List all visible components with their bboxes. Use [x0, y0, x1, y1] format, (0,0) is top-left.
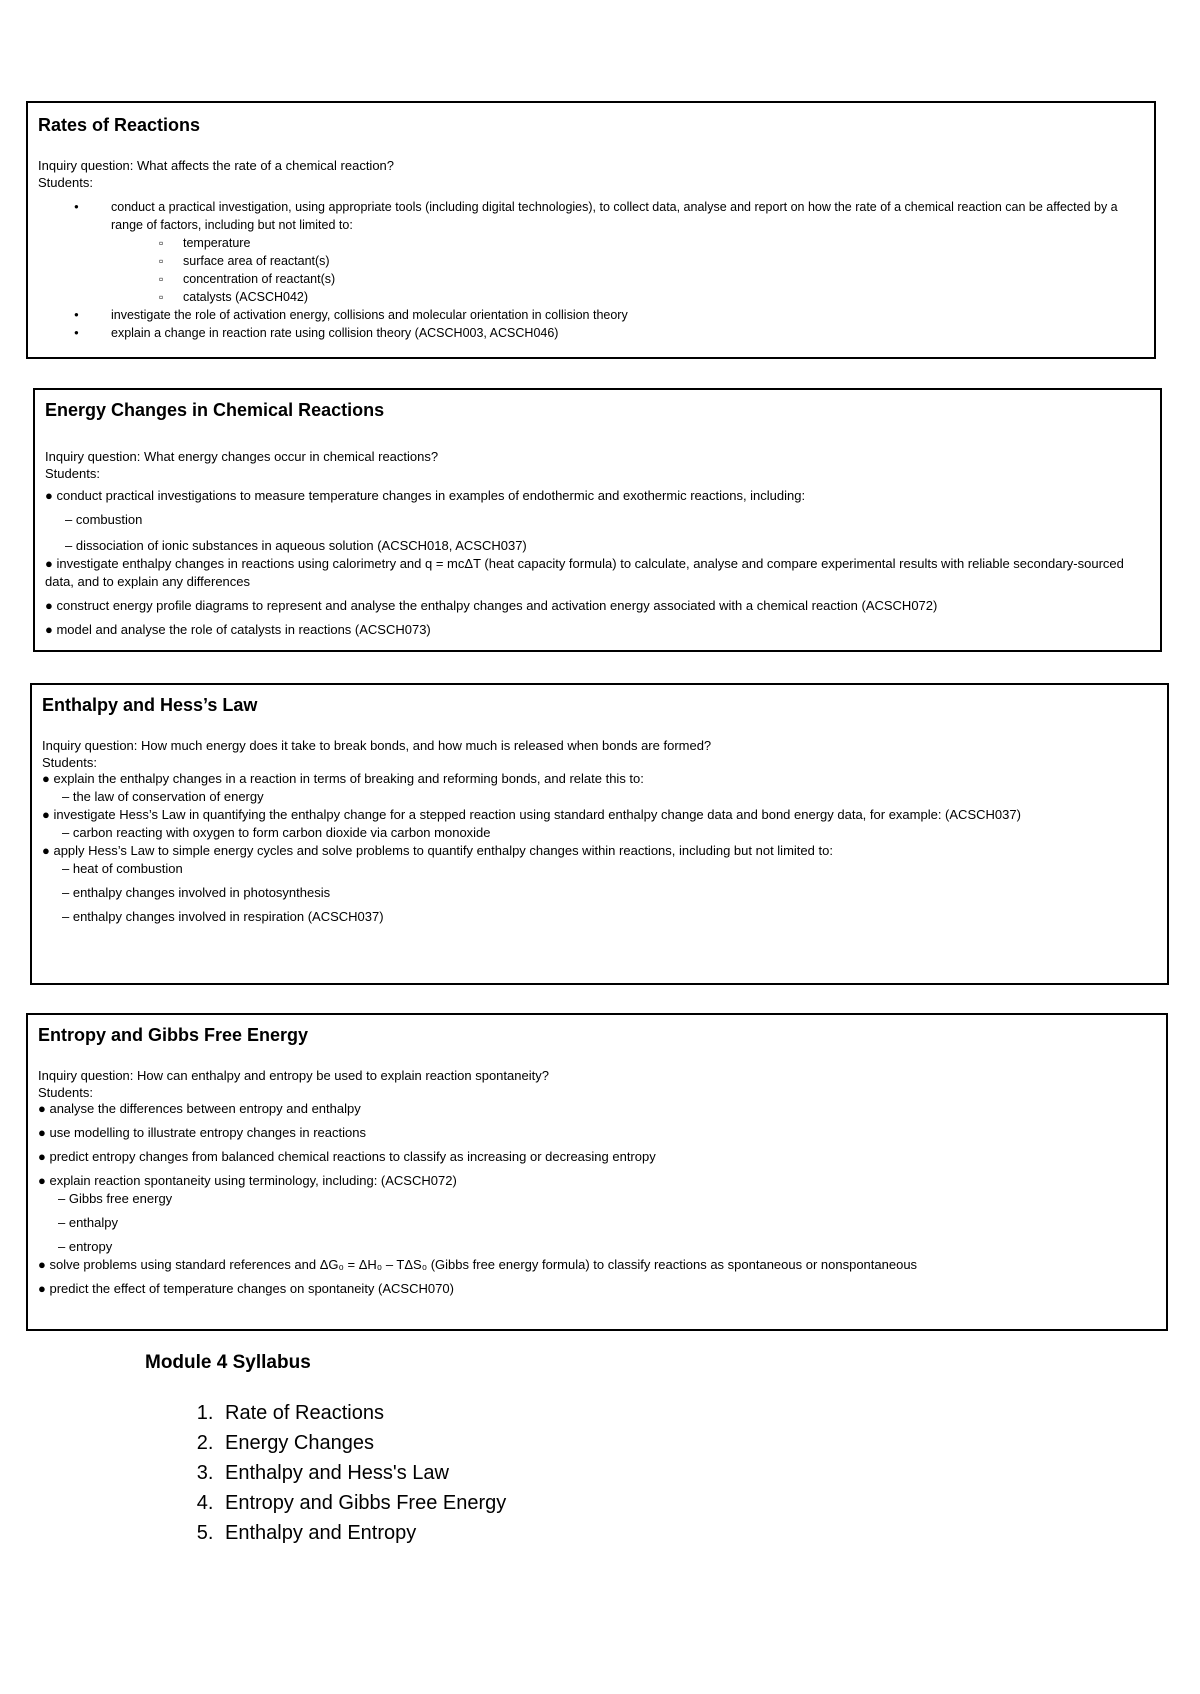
list-item: ● predict the effect of temperature changes on spontaneity (ACSCH070)	[38, 1281, 454, 1296]
list-item: – heat of combustion	[62, 861, 183, 876]
list-item: – enthalpy changes involved in photosynthesis	[62, 885, 331, 900]
list-item: ● investigate the role of activation energy, collisions and molecular orientation in collision theory	[38, 306, 1144, 324]
module-syllabus	[145, 1352, 506, 1548]
list-item: 3. Enthalpy and Hess's Law	[219, 1458, 506, 1488]
list-item: – carbon reacting with oxygen to form carbon dioxide via carbon monoxide	[62, 825, 491, 840]
list-item: ● model and analyse the role of catalysts in reactions (ACSCH073)	[45, 622, 431, 637]
list-item: 5. Enthalpy and Entropy	[219, 1518, 506, 1548]
list-item: – the law of conservation of energy	[62, 789, 264, 804]
syllabus-title: Module 4 Syllabus	[145, 1352, 311, 1373]
section-title: Energy Changes in Chemical Reactions	[45, 400, 385, 420]
list-item: – enthalpy	[58, 1215, 118, 1230]
list-item: ▫ temperature	[111, 234, 1144, 252]
list-item: – dissociation of ionic substances in aqueous solution (ACSCH018, ACSCH037)	[65, 538, 527, 553]
factor-list	[111, 234, 1144, 306]
gibbs-free-energy-box	[26, 1013, 1168, 1331]
rates-of-reactions-box	[26, 101, 1156, 359]
list-item: ● explain the enthalpy changes in a reaction in terms of breaking and reforming bonds, and relate this to:	[42, 771, 644, 786]
list-item: ▫ concentration of reactant(s)	[111, 270, 1144, 288]
list-item: – combustion	[65, 512, 143, 527]
students-label: Students:	[38, 1085, 93, 1100]
list-item: ● apply Hess’s Law to simple energy cycles and solve problems to quantify enthalpy changes within reactions, including but not limited to:	[42, 843, 833, 858]
list-item: ● analyse the differences between entropy and enthalpy	[38, 1101, 361, 1116]
inquiry-question: Inquiry question: What affects the rate of a chemical reaction?	[38, 158, 395, 173]
list-item: ● construct energy profile diagrams to represent and analyse the enthalpy changes and activation energy associated with a chemical reaction (ACSCH072)	[45, 598, 938, 613]
list-item: ● explain a change in reaction rate using collision theory (ACSCH003, ACSCH046)	[38, 324, 1144, 342]
students-label: Students:	[45, 466, 100, 481]
section-title: Entropy and Gibbs Free Energy	[38, 1025, 309, 1045]
syllabus-list	[145, 1398, 506, 1548]
energy-changes-box	[33, 388, 1162, 652]
list-item: ● explain reaction spontaneity using terminology, including: (ACSCH072)	[38, 1173, 457, 1188]
list-item: 4. Entropy and Gibbs Free Energy	[219, 1488, 506, 1518]
list-item: ● predict entropy changes from balanced chemical reactions to classify as increasing or decreasing entropy	[38, 1149, 656, 1164]
list-item: – Gibbs free energy	[58, 1191, 173, 1206]
list-item: 2. Energy Changes	[219, 1428, 506, 1458]
list-item-text: conduct a practical investigation, using appropriate tools (including digital technologies), to collect data, analyse and report on how the rate of a chemical reaction can be affected by a range of factors, including but not limited to:	[111, 200, 1118, 232]
outcome-list	[38, 198, 1144, 342]
list-item: ● investigate Hess’s Law in quantifying the enthalpy change for a stepped reaction using standard enthalpy change data and bond energy data, for example: (ACSCH037)	[42, 807, 1021, 822]
hess-law-box	[30, 683, 1169, 985]
list-item: ● use modelling to illustrate entropy changes in reactions	[38, 1125, 366, 1140]
list-item: ▫ surface area of reactant(s)	[111, 252, 1144, 270]
list-item: ● solve problems using standard references and ΔG₀ = ΔH₀ – TΔS₀ (Gibbs free energy formula) to classify reactions as spontaneous or nonspontaneous	[38, 1257, 918, 1272]
list-item: 1. Rate of Reactions	[219, 1398, 506, 1428]
students-label: Students:	[38, 175, 93, 190]
inquiry-question: Inquiry question: How can enthalpy and entropy be used to explain reaction spontaneity?	[38, 1068, 549, 1083]
list-item: ▫ catalysts (ACSCH042)	[111, 288, 1144, 306]
section-title: Rates of Reactions	[38, 115, 201, 135]
inquiry-question: Inquiry question: How much energy does it take to break bonds, and how much is released when bonds are formed?	[42, 738, 712, 753]
list-item: – entropy	[58, 1239, 113, 1254]
section-title: Enthalpy and Hess’s Law	[42, 695, 258, 715]
list-item	[38, 198, 1144, 306]
list-item: – enthalpy changes involved in respiration (ACSCH037)	[62, 909, 384, 924]
students-label: Students:	[42, 755, 97, 770]
inquiry-question: Inquiry question: What energy changes occur in chemical reactions?	[45, 449, 439, 464]
list-item: ● conduct practical investigations to measure temperature changes in examples of endothermic and exothermic reactions, including:	[45, 488, 806, 503]
list-item: ● investigate enthalpy changes in reactions using calorimetry and q = mcΔT (heat capacity formula) to calculate, analyse and compare experimental results with reliable secondary-sourced data, and to explain any differences	[45, 556, 1124, 589]
